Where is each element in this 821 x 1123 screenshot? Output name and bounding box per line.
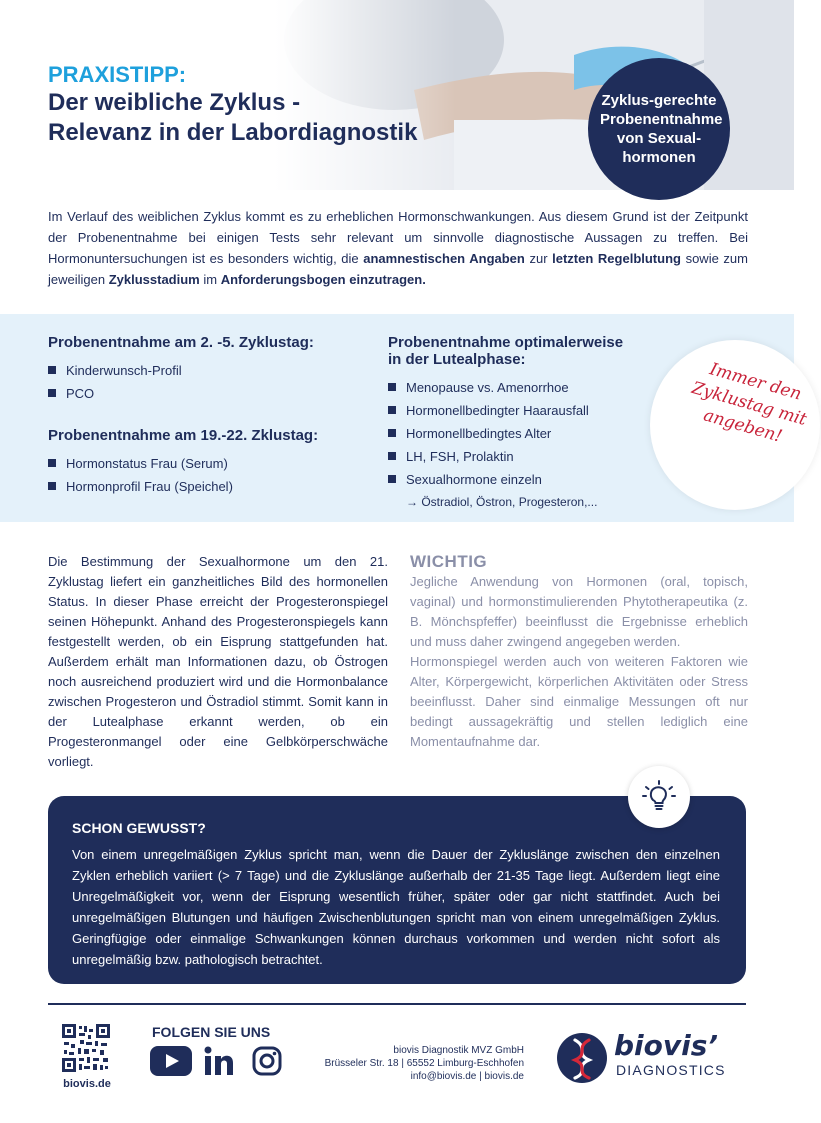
intro-paragraph	[48, 206, 748, 290]
qr-code-icon[interactable]	[62, 1024, 110, 1072]
lightbulb-icon	[628, 766, 690, 828]
list-cycle-2-5	[48, 363, 368, 401]
company-name: biovis Diagnostik MVZ GmbH	[393, 1045, 524, 1056]
section-heading-cycle-2-5: Probenentnahme am 2. -5. Zyklustag:	[48, 334, 314, 351]
list-item: PCO	[48, 386, 368, 401]
dna-logo-icon	[556, 1032, 608, 1084]
intro-bold-1: anamnestischen Angaben	[363, 251, 525, 266]
youtube-icon[interactable]	[152, 1046, 190, 1076]
section-heading-luteal-line1: Probenentnahme optimalerweise	[388, 334, 624, 351]
follow-us-heading: FOLGEN SIE UNS	[152, 1024, 271, 1040]
title-block	[48, 62, 417, 148]
kicker: PRAXISTIPP:	[48, 62, 187, 87]
list-item: Menopause vs. Amenorrhoe	[388, 380, 658, 395]
linkedin-icon[interactable]	[200, 1046, 238, 1076]
wichtig-heading: WICHTIG	[410, 552, 488, 571]
intro-bold-4: Anforderungsbogen einzutragen.	[220, 272, 426, 287]
band-left-column	[48, 334, 368, 502]
wichtig-paragraph-2: Hormonspiegel werden auch von weiteren Faktoren wie Alter, Körpergewicht, körperlichen Aktivitäten oder Stress beeinflusst. Daher sind einmalige Messungen oft nur bedingt aussagekräftig und stellen lediglich eine Momentaufnahme dar.	[410, 654, 748, 749]
list-item: Sexualhormone einzeln	[388, 472, 658, 487]
circle-badge-text: Zyklus-gerechte Probenentnahme von Sexual-hormonen	[600, 92, 723, 166]
company-contact[interactable]: info@biovis.de | biovis.de	[410, 1071, 524, 1082]
list-item: Kinderwunsch-Profil	[48, 363, 368, 378]
intro-bold-2: letzten Regelblutung	[552, 251, 681, 266]
sub-note: → Östradiol, Östron, Progesteron,...	[406, 495, 598, 509]
page-title-line2: Relevanz in der Labordiagnostik	[48, 119, 418, 146]
list-item: LH, FSH, Prolaktin	[388, 449, 658, 464]
social-links	[152, 1046, 286, 1076]
list-item: Hormonellbedingtes Alter	[388, 426, 658, 441]
logo-wordmark: biovis’	[614, 1029, 719, 1062]
company-address	[300, 1044, 524, 1083]
did-you-know-text: Von einem unregelmäßigen Zyklus spricht man, wenn die Dauer der Zykluslänge zwischen den einzelnen Zyklen erheblich variiert (> 7 Tage) und die Zykluslänge außerhalb der 21-35 Tage liegt. Außerdem liegt eine Unregelmäßigkeit vor, wenn der Eisprung wesentlich früher, später oder gar nicht stattfindet. Auch bei unregelmäßigen Blutungen und häufigen Zwischenblutungen spricht man von einem unregelmäßigen Zyklus. Geringfügige oder einmalige Schwankungen können durchaus vorkommen und werden nicht sofort als unregelmäßig bzw. pathologisch betrachtet.	[72, 847, 720, 967]
section-heading-luteal	[388, 334, 658, 368]
section-heading-luteal-line2: in der Lutealphase:	[388, 351, 526, 368]
page-title-line1: Der weibliche Zyklus -	[48, 89, 301, 116]
intro-text-1: Im Verlauf des weiblichen Zyklus kommt es zu erheblichen Hormonschwankungen. Aus diesem Grund ist der Zeitpunkt der Probenentnahme bei einigen Tests sehr relevant um sinnvolle diagnostische Aussagen zu treffen. Bei Hormonuntersuchungen ist es besonders wichtig, die	[48, 209, 748, 266]
did-you-know-box	[48, 796, 746, 984]
did-you-know-heading: SCHON GEWUSST?	[72, 820, 206, 836]
list-item: Hormonellbedingter Haarausfall	[388, 403, 658, 418]
footer-divider	[48, 1003, 746, 1005]
wichtig-section	[410, 552, 748, 752]
intro-text-2: zur	[524, 251, 553, 266]
instagram-icon[interactable]	[248, 1046, 286, 1076]
reminder-stamp	[650, 340, 820, 510]
intro-text-4: im	[199, 272, 221, 287]
company-street: Brüsseler Str. 18 | 65552 Limburg-Eschhofen	[324, 1058, 524, 1069]
list-item: Hormonprofil Frau (Speichel)	[48, 479, 368, 494]
qr-label[interactable]: biovis.de	[63, 1078, 111, 1090]
circle-badge	[588, 58, 730, 200]
body-left-paragraph: Die Bestimmung der Sexualhormone um den 21. Zyklustag liefert ein ganzheitliches Bild des hormonellen Status. In dieser Phase erreicht der Progesteronspiegel seinen Höhepunkt. Anhand des Progesteronspiegels kann festgestellt werden, ob ein Eisprung stattgefunden hat. Außerdem erhält man Informationen dazu, ob Östrogen noch ausreichend produziert wird und die Hormonbalance zwischen Progesteron und Östradiol stimmt. Somit kann in der Lutealphase erkannt werden, ob ein Progesteronmangel oder eine Gelbkörperschwäche vorliegt.	[48, 554, 388, 769]
section-heading-cycle-19-22: Probenentnahme am 19.-22. Zklustag:	[48, 427, 319, 444]
wichtig-paragraph-1: Jegliche Anwendung von Hormonen (oral, topisch, vaginal) und hormonstimulierenden Phytotherapeutika (z. B. Mönchspfeffer) beeinflusst die Ergebnisse erheblich und muss daher zwingend angegeben werden.	[410, 574, 748, 649]
list-luteal	[388, 380, 658, 487]
band-right-column	[388, 334, 658, 510]
list-cycle-19-22	[48, 456, 368, 494]
biovis-logo	[556, 1030, 756, 1086]
logo-subtitle: DIAGNOSTICS	[616, 1062, 726, 1078]
reminder-stamp-text: Immer den Zyklustag mit angeben!	[689, 359, 809, 447]
intro-bold-3: Zyklusstadium	[108, 272, 200, 287]
intro-text-3: sowie zum jeweiligen	[48, 251, 748, 287]
list-item: Hormonstatus Frau (Serum)	[48, 456, 368, 471]
